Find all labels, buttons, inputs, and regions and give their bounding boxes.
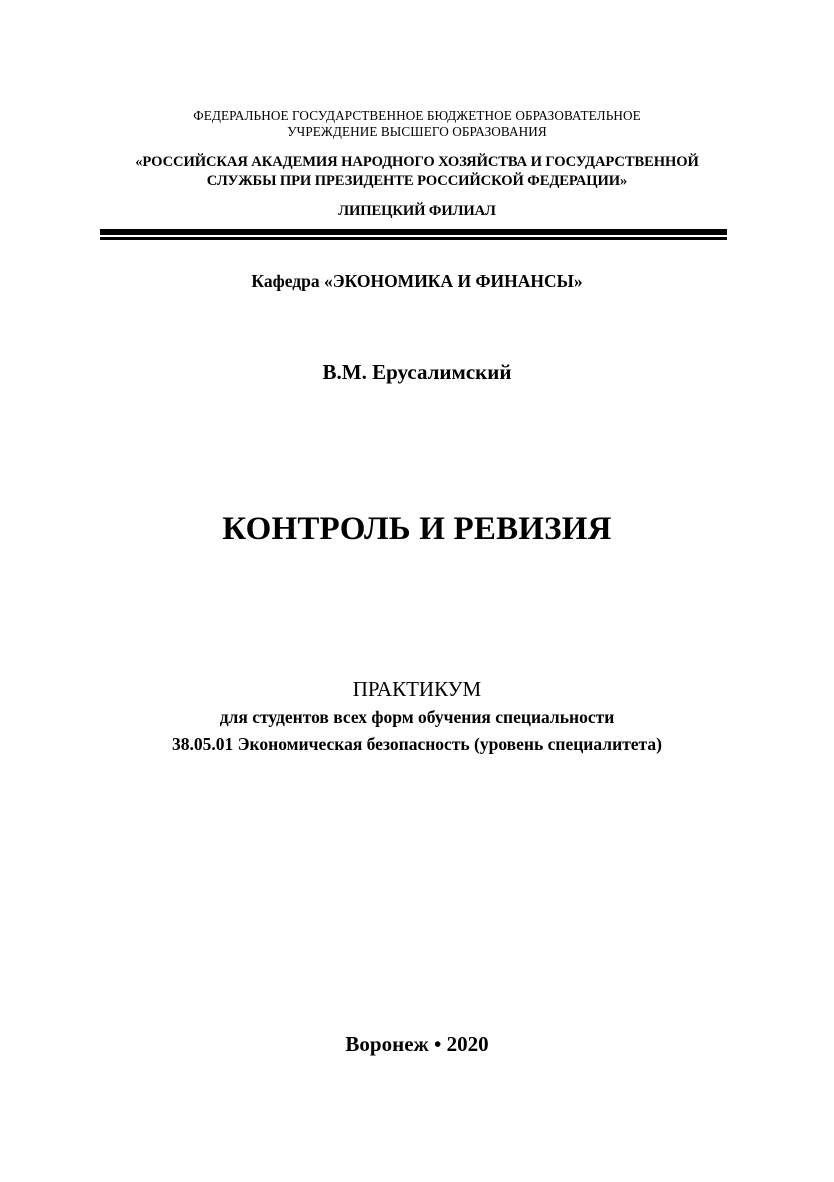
header-rule-thick (100, 229, 727, 235)
author-name: В.М. Ерусалимский (322, 360, 512, 384)
audience-line-2: 38.05.01 Экономическая безопасность (уровень специалитета) (172, 734, 662, 754)
branch-name: ЛИПЕЦКИЙ ФИЛИАЛ (338, 203, 496, 219)
institution-type-line-2: УЧРЕЖДЕНИЕ ВЫСШЕГО ОБРАЗОВАНИЯ (287, 124, 547, 139)
publication-type: ПРАКТИКУМ (352, 677, 482, 701)
institution-name-line-1: «РОССИЙСКАЯ АКАДЕМИЯ НАРОДНОГО ХОЗЯЙСТВА И ГОСУДАРСТВЕННОЙ (135, 154, 699, 170)
audience-line-1: для студентов всех форм обучения специальности (219, 707, 615, 727)
institution-name-line-2: СЛУЖБЫ ПРИ ПРЕЗИДЕНТЕ РОССИЙСКОЙ ФЕДЕРАЦИИ» (206, 173, 628, 189)
institution-type-line-1: ФЕДЕРАЛЬНОЕ ГОСУДАРСТВЕННОЕ БЮДЖЕТНОЕ ОБРАЗОВАТЕЛЬНОЕ (193, 108, 641, 123)
department: Кафедра «ЭКОНОМИКА И ФИНАНСЫ» (251, 271, 583, 291)
imprint-city-year: Воронеж • 2020 (345, 1032, 489, 1056)
header-rule-thin (100, 237, 727, 240)
document-title: КОНТРОЛЬ И РЕВИЗИЯ (222, 511, 612, 547)
